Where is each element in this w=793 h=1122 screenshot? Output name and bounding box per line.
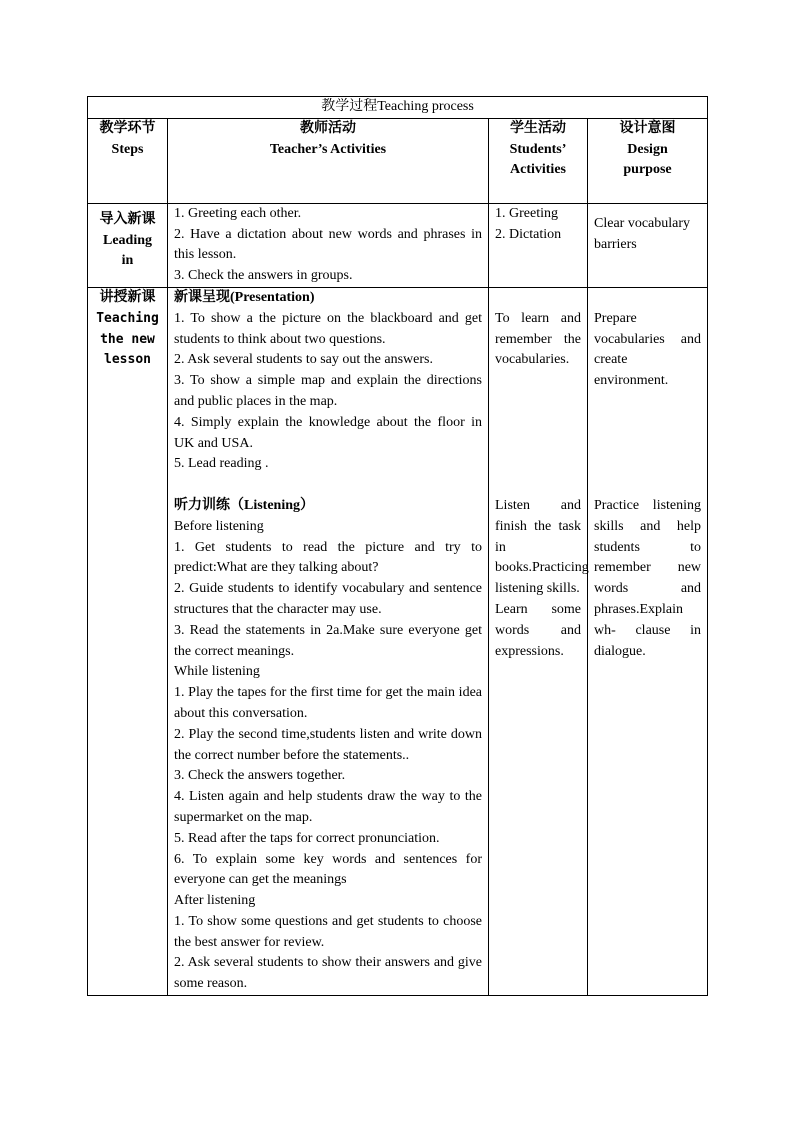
students-header: 学生活动 Students’ Activities bbox=[489, 118, 588, 203]
header-row bbox=[88, 118, 708, 203]
listening-heading: 听力训练（Listening） bbox=[174, 497, 315, 513]
new-lesson-design: Prepare vocabularies and create environment. Practice listening skills and help students to remember new words and phrases.Explain wh- clause in dialogue. bbox=[588, 287, 708, 995]
new-lesson-teacher: 新课呈现(Presentation) 1. To show a the picture on the blackboard and get students to think about two questions. 2. Ask several students to say out the answers. 3. To show a simple map and explain the directions and public places in the map. 4. Simply explain the knowledge about the floor in UK and USA. 5. Lead reading . 听力训练（Listening） Before listening 1. Get students to read the picture and try to predict:What are they talking about? 2. Guide students to identify vocabulary and sentence structures that the character may use. 3. Read the statements in 2a.Make sure everyone get the correct meanings. While listening 1. Play the tapes for the first time for get the main idea about this conversation. 2. Play the second time,students listen and write down the correct number before the statements.. 3. Check the answers together. 4. Listen again and help students draw the way to the supermarket on the map. 5. Read after the taps for correct pronunciation. 6. To explain some key words and sentences for everyone can get the meanings After listening 1. To show some questions and get students to choose the best answer for review. 2. Ask several students to show their answers and give some reason. bbox=[168, 287, 489, 995]
steps-header: 教学环节 Steps bbox=[88, 118, 168, 203]
leading-in-teacher: 1. Greeting each other. 2. Have a dictation about new words and phrases in this lesson. 3. Check the answers in groups. bbox=[168, 203, 489, 287]
after-listening-label: After listening bbox=[174, 893, 256, 909]
leading-in-design: Clear vocabulary barriers bbox=[588, 203, 708, 287]
leading-in-students: 1. Greeting 2. Dictation bbox=[489, 203, 588, 287]
before-listening-label: Before listening bbox=[174, 518, 264, 534]
teacher-header: 教师活动 Teacher’s Activities bbox=[168, 118, 489, 203]
teaching-process-table bbox=[87, 96, 708, 996]
new-lesson-row bbox=[88, 287, 708, 995]
presentation-heading: 新课呈现(Presentation) bbox=[174, 289, 315, 305]
new-lesson-step: 讲授新课 Teaching the new lesson bbox=[88, 287, 168, 995]
leading-in-row bbox=[88, 203, 708, 287]
new-lesson-students: To learn and remember the vocabularies. Listen and finish the task in books.Practicing listening skills. Learn some words and expressions. bbox=[489, 287, 588, 995]
table-title: 教学过程Teaching process bbox=[88, 97, 708, 119]
while-listening-label: While listening bbox=[174, 664, 260, 680]
title-row bbox=[88, 97, 708, 119]
design-header: 设计意图 Design purpose bbox=[588, 118, 708, 203]
leading-in-step: 导入新课 Leading in bbox=[88, 203, 168, 287]
